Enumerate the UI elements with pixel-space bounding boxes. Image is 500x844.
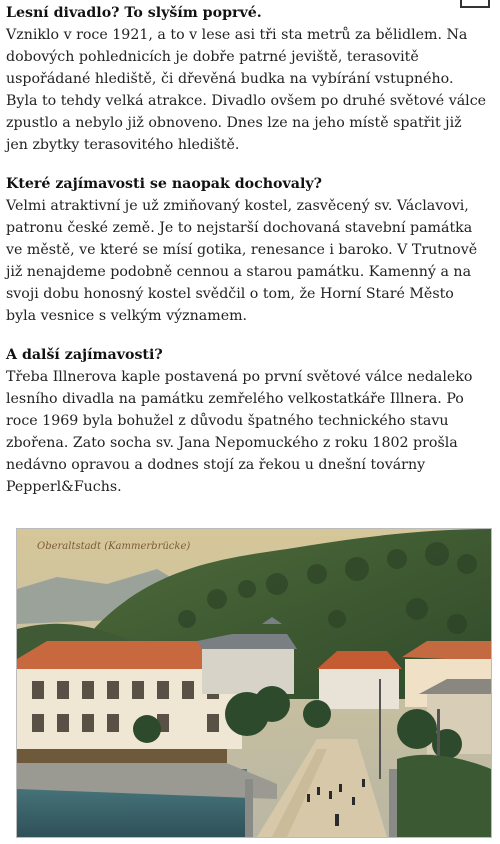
section-heading: A další zajímavosti? [6,347,163,363]
section-heading: Které zajímavosti se naopak dochovaly? [6,176,322,192]
section-theatre [6,2,488,156]
section-heading: Lesní divadlo? To slyším poprvé. [6,5,262,21]
section-paragraph: Velmi atraktivní je už zmiňovaný kostel, zasvěcený sv. Václavovi, patronu české země. Je to nejstarší dochovaná stavební památka ve městě, ve které se mísí gotika, renesance i baroko. V Trutnově již nenajdeme podobně cennou a starou památku. Kamenný a na svoji dobu honosný kostel svědčil o tom, že Horní Staré Město byla vesnice s velkým významem. [6,198,478,324]
historic-postcard-image [16,528,492,838]
postcard-illustration [17,529,491,837]
article-body [6,2,488,515]
section-paragraph: Vzniklo v roce 1921, a to v lese asi tři sta metrů za bělidlem. Na dobových pohlednicích je dobře patrné jeviště, terasovitě uspořádané hlediště, či dřevěná budka na vybírání vstupného. Byla to tehdy velká atrakce. Divadlo ovšem po druhé světové válce zpustlo a nebylo již obnoveno. Dnes lze na jeho místě spatřit již jen zbytky terasovitého hlediště. [6,27,487,153]
postcard-caption: Oberaltstadt (Kammerbrücke) [37,541,191,552]
section-paragraph: Třeba Illnerova kaple postavená po první světové válce nedaleko lesního divadla na památku zemřelého velkostatkáře Illnera. Po roce 1969 byla bohužel z důvodu špatného technického stavu zbořena. Zato socha sv. Jana Nepomuckého z roku 1802 prošla nedávno opravou a dodnes stojí za řekou u dnešní továrny Pepperl&Fuchs. [6,369,473,495]
section-other-sights [6,344,488,498]
section-preserved-sights [6,173,488,327]
